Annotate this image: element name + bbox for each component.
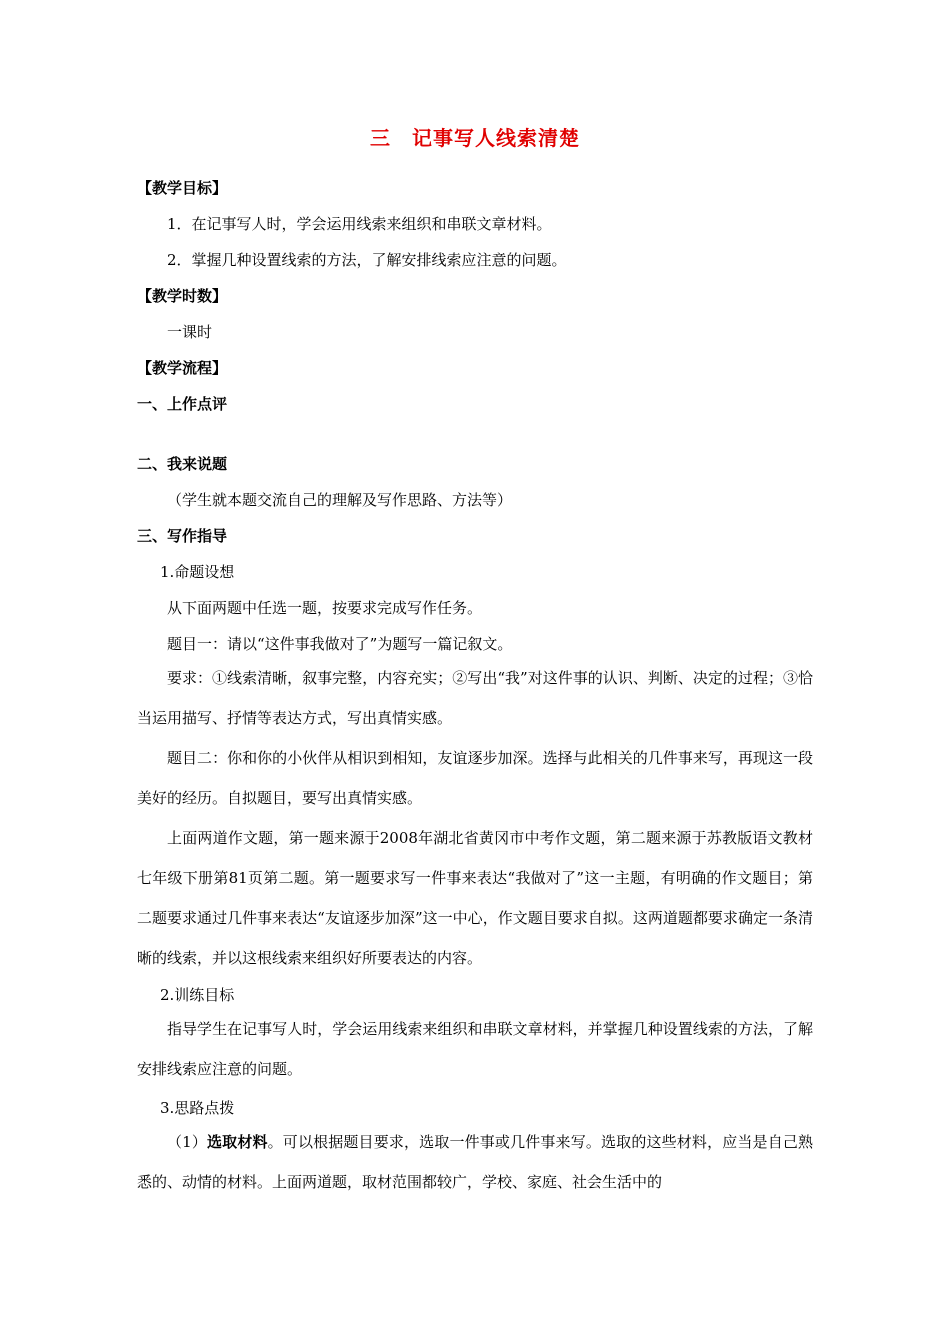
page-title: 三 记事写人线索清楚	[370, 126, 580, 150]
subsection-2-para-1: 指导学生在记事写人时，学会运用线索来组织和串联文章材料，并掌握几种设置线索的方法，了解安排线索应注意的问题。	[137, 1020, 813, 1078]
goal-item-1: 1．在记事写人时，学会运用线索来组织和串联文章材料。	[167, 215, 552, 233]
subsection-1-para-5: 上面两道作文题，第一题来源于2008年湖北省黄冈市中考作文题，第二题来源于苏教版语文教材七年级下册第81页第二题。第一题要求写一件事来表达“我做对了”这一主题，有明确的作文题目；第二题要求通过几件事来表达“友谊逐步加深”这一中心，作文题目要求自拟。这两道题都要求确定一条清晰的线索，并以这根线索来组织好所要表达的内容。	[137, 829, 813, 967]
subsection-1-para-4: 题目二：你和你的小伙伴从相识到相知，友谊逐步加深。选择与此相关的几件事来写，再现这一段美好的经历。自拟题目，要写出真情实感。	[137, 749, 813, 807]
subsection-3-para-1-text: 。可以根据题目要求，选取一件事或几件事来写。选取的这些材料，应当是自己熟悉的、动情的材料。上面两道题，取材范围都较广，学校、家庭、社会生活中的	[137, 1133, 813, 1191]
step-3-heading: 三、写作指导	[137, 527, 228, 545]
step-2-heading: 二、我来说题	[137, 455, 228, 473]
subsection-3-heading: 3.思路点拨	[160, 1099, 235, 1117]
subsection-2-heading: 2.训练目标	[160, 986, 235, 1004]
goal-item-2: 2．掌握几种设置线索的方法，了解安排线索应注意的问题。	[167, 251, 567, 269]
flow-heading: 【教学流程】	[137, 359, 228, 377]
subsection-1-para-3: 要求：①线索清晰，叙事完整，内容充实；②写出“我”对这件事的认识、判断、决定的过程；③恰当运用描写、抒情等表达方式，写出真情实感。	[137, 669, 813, 727]
goals-heading: 【教学目标】	[137, 179, 228, 197]
step-1-heading: 一、上作点评	[137, 395, 228, 413]
subsection-3-para-1-prefix: （1）	[167, 1133, 208, 1151]
subsection-3-para-1	[137, 1122, 813, 1202]
subsection-1-para-2: 题目一：请以“这件事我做对了”为题写一篇记叙文。	[167, 635, 513, 653]
hours-text: 一课时	[167, 323, 213, 341]
hours-heading: 【教学时数】	[137, 287, 228, 305]
subsection-1-heading: 1.命题设想	[160, 563, 235, 581]
step-2-text: （学生就本题交流自己的理解及写作思路、方法等）	[167, 491, 513, 509]
subsection-1-para-1: 从下面两题中任选一题，按要求完成写作任务。	[167, 599, 483, 617]
subsection-3-para-1-keyword: 选取材料	[207, 1133, 268, 1151]
